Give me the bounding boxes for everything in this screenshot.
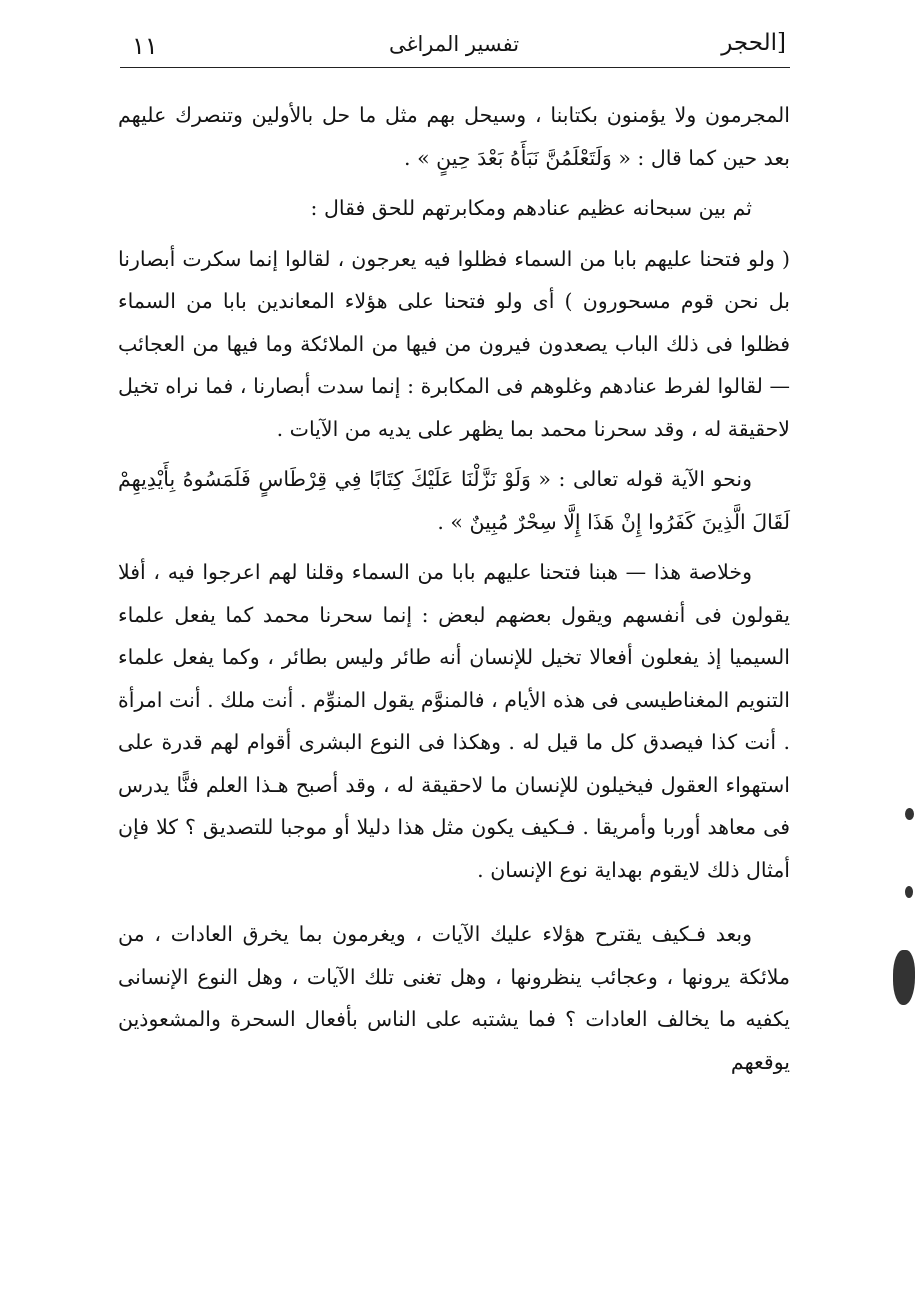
paragraph-1: المجرمون ولا يؤمنون بكتابنا ، وسيحل بهم مثل ما حل بالأولين وتنصرك عليهم بعد حين كما قال : « وَلَتَعْلَمُنَّ نَبَأَهُ بَعْدَ حِينٍ » . [118,103,790,170]
margin-ink-mark [905,886,913,898]
surah-name: [الحجر [721,30,786,56]
margin-ink-mark [905,808,914,820]
page-header [120,26,788,66]
page-number: ١١ [132,32,158,60]
paragraph-6: وبعد فـكيف يقترح هؤلاء عليك الآيات ، ويغرمون بما يخرق العادات ، من ملائكة يرونها ، وعجائب ينظرونها ، وهل تغنى تلك الآيات ، وهل النوع الإنسانى يكفيه ما يخالف العادات ؟ فما يشتبه على الناس بأفعال السحرة والمشعوذين يوقعهم [118,922,790,1074]
page-body [118,94,790,1091]
paragraph-3: ( ولو فتحنا عليهم بابا من السماء فظلوا فيه يعرجون ، لقالوا إنما سكرت أبصارنا بل نحن قوم مسحورون ) أى ولو فتحنا على هؤلاء المعاندين بابا من السماء فظلوا فى ذلك الباب يصعدون فيرون من فيها من الملائكة وما فيها من العجائب — لقالوا لفرط عنادهم وغلوهم فى المكابرة : إنما سدت أبصارنا ، فما نراه تخيل لاحقيقة له ، وقد سحرنا محمد بما يظهر على يديه من الآيات . [118,246,790,441]
paragraph-4: ونحو الآية قوله تعالى : « وَلَوْ نَزَّلْنَا عَلَيْكَ كِتَابًا فِي قِرْطَاسٍ فَلَمَسُوهُ بِأَيْدِيهِمْ لَقَالَ الَّذِينَ كَفَرُوا إِنْ هَذَا إِلَّا سِحْرٌ مُبِينٌ » . [118,467,790,534]
header-rule [120,67,790,68]
margin-ink-blot [893,950,915,1005]
paragraph-2: ثم بين سبحانه عظيم عنادهم ومكابرتهم للحق فقال : [310,196,752,220]
paragraph-5: وخلاصة هذا — هبنا فتحنا عليهم بابا من السماء وقلنا لهم اعرجوا فيه ، أفلا يقولون فى أنفسهم ويقول بعضهم لبعض : إنما سحرنا محمد كما يفعل علماء السيميا إذ يفعلون أفعالا تخيل للإنسان أنه طائر وليس بطائر ، وكما يفعل علماء التنويم المغناطيسى فى هذه الأيام ، فالمنوَّم يقول المنوِّم . أنت ملك . أنت امرأة . أنت كذا فيصدق كل ما قيل له . وهكذا فى النوع البشرى أقوام لهم قدرة على استهواء العقول فيخيلون للإنسان ما لاحقيقة له ، وقد أصبح هـذا العلم فنًّا يدرس فى معاهد أوربا وأمريقا . فـكيف يكون مثل هذا دليلا أو موجبا للتصديق ؟ كلا فإن أمثال ذلك لايقوم بهداية نوع الإنسان . [118,560,790,882]
book-title: تفسير المراغى [388,32,520,56]
